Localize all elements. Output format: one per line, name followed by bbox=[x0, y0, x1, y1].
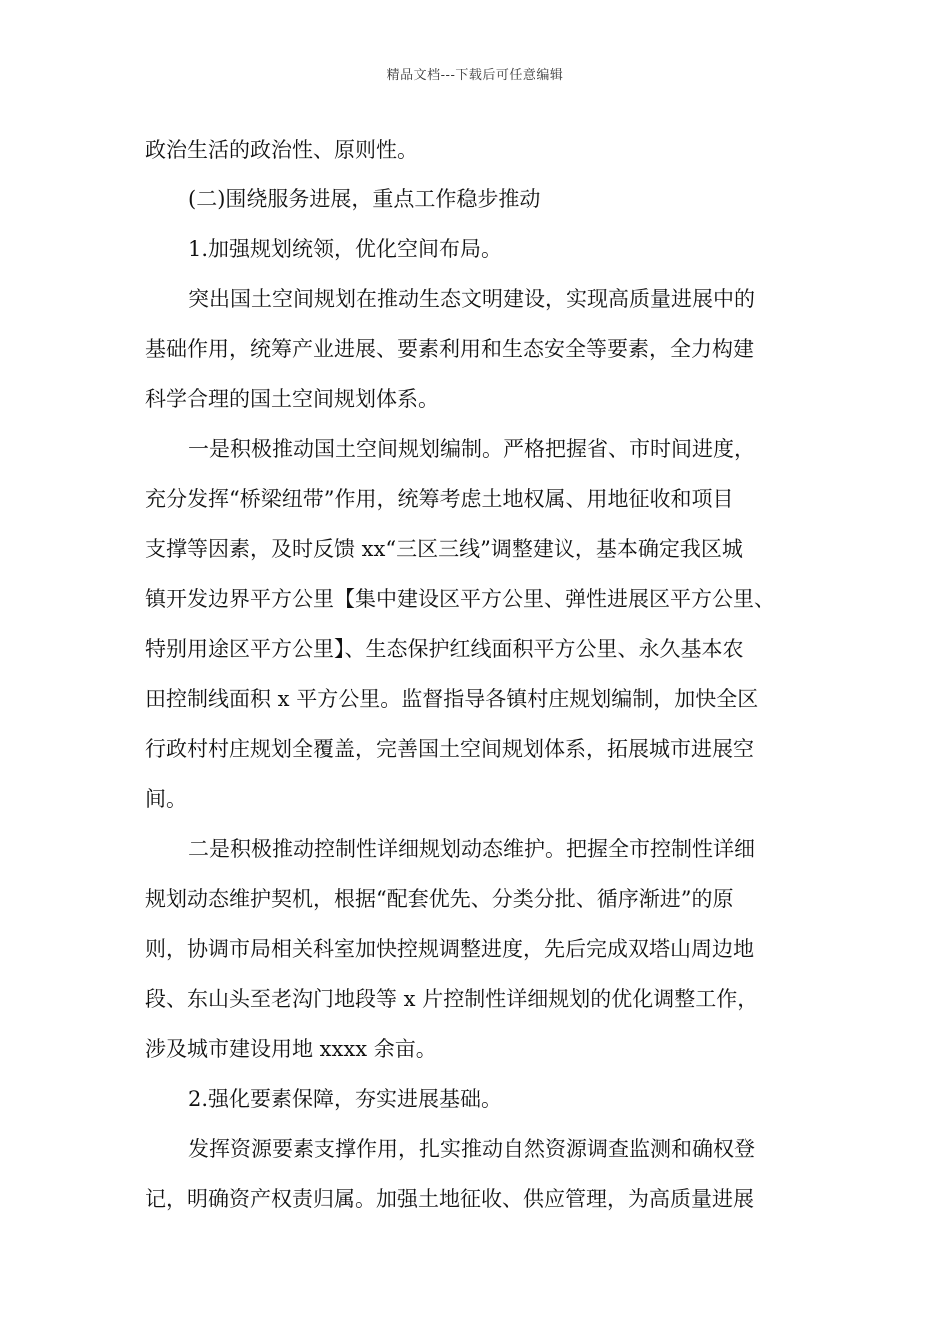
paragraph-line: 涉及城市建设用地 xxxx 余亩。 bbox=[145, 1037, 437, 1061]
subsection-heading: 1.加强规划统领，优化空间布局。 bbox=[188, 237, 503, 261]
paragraph-line: 特别用途区平方公里】、生态保护红线面积平方公里、永久基本农 bbox=[145, 637, 744, 661]
paragraph-line: 基础作用，统筹产业进展、要素利用和生态安全等要素，全力构建 bbox=[145, 337, 754, 361]
paragraph-line: 田控制线面积 x 平方公里。监督指导各镇村庄规划编制，加快全区 bbox=[145, 687, 759, 711]
paragraph-line: 一是积极推动国土空间规划编制。严格把握省、市时间进度， bbox=[188, 437, 755, 461]
paragraph-line: 则，协调市局相关科室加快控规调整进度，先后完成双塔山周边地 bbox=[145, 937, 754, 961]
paragraph-line: 二是积极推动控制性详细规划动态维护。把握全市控制性详细 bbox=[188, 837, 755, 861]
paragraph-line: 充分发挥“桥梁纽带”作用，统筹考虑土地权属、用地征收和项目 bbox=[145, 487, 734, 511]
paragraph-line: 行政村村庄规划全覆盖，完善国土空间规划体系，拓展城市进展空 bbox=[145, 737, 754, 761]
paragraph-line: 镇开发边界平方公里【集中建设区平方公里、弹性进展区平方公里、 bbox=[145, 587, 775, 611]
paragraph-line: 科学合理的国土空间规划体系。 bbox=[145, 387, 439, 411]
paragraph-line: 支撑等因素，及时反馈 xx“三区三线”调整建议，基本确定我区城 bbox=[145, 537, 743, 561]
page-header: 精品文档---下载后可任意编辑 bbox=[386, 68, 564, 83]
paragraph-line: 间。 bbox=[145, 787, 187, 811]
section-heading: (二)围绕服务进展，重点工作稳步推动 bbox=[188, 187, 541, 211]
paragraph-line: 规划动态维护契机，根据“配套优先、分类分批、循序渐进”的原 bbox=[145, 887, 734, 911]
subsection-heading: 2.强化要素保障，夯实进展基础。 bbox=[188, 1087, 503, 1111]
paragraph-line: 段、东山头至老沟门地段等 x 片控制性详细规划的优化调整工作， bbox=[145, 987, 759, 1011]
paragraph-line: 记，明确资产权责归属。加强土地征收、供应管理，为高质量进展 bbox=[145, 1187, 754, 1211]
paragraph-line: 突出国土空间规划在推动生态文明建设，实现高质量进展中的 bbox=[188, 287, 755, 311]
paragraph-line: 政治生活的政治性、原则性。 bbox=[145, 138, 418, 162]
paragraph-line: 发挥资源要素支撑作用，扎实推动自然资源调查监测和确权登 bbox=[188, 1137, 755, 1161]
